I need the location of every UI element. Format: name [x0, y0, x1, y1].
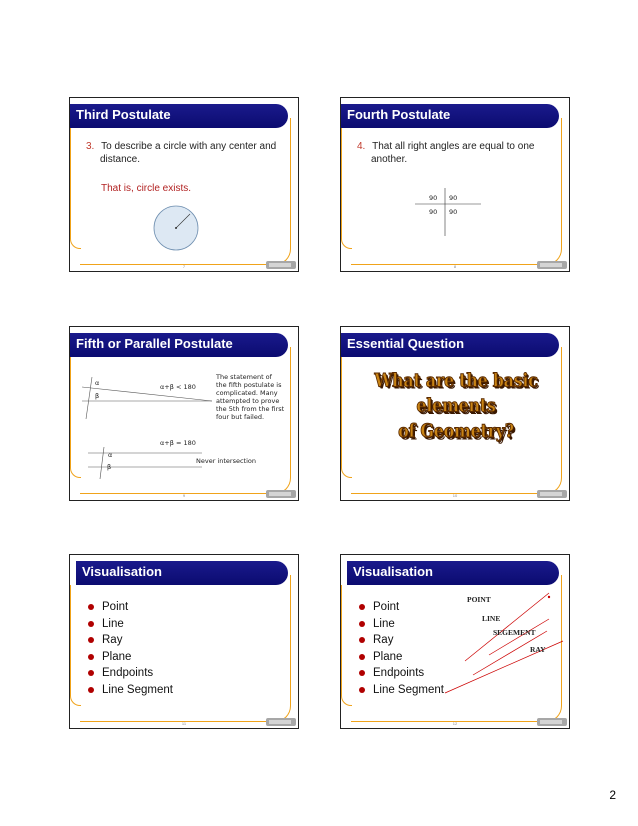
logo-icon [537, 718, 567, 726]
logo-icon [266, 261, 296, 269]
statement-text [216, 373, 296, 421]
postulate-text [86, 140, 296, 166]
logo-icon [266, 718, 296, 726]
slide-title-bar [341, 104, 559, 128]
slide-title-bar [70, 104, 288, 128]
statement-line: complicated. Many [216, 389, 278, 397]
logo-icon [537, 490, 567, 498]
slide-essential-question [340, 326, 570, 501]
segment-label: SEGEMENT [493, 628, 536, 637]
slide-frame-left [341, 585, 352, 706]
angle-label: 90 [449, 194, 458, 202]
slide-visualisation-1 [69, 554, 299, 729]
slide-title: Fourth Postulate [347, 107, 451, 122]
bullet-list [86, 599, 173, 698]
angle-label: 90 [429, 208, 438, 216]
slide-number: 9 [182, 493, 186, 498]
alpha-label: α [108, 451, 113, 459]
bullet-item: Plane [357, 649, 444, 666]
item-text-line-2: another. [371, 154, 408, 165]
item-text-line-1: That all right angles are equal to one [372, 141, 535, 152]
bullet-list [357, 599, 444, 698]
question-line-2: of Geometry? [398, 419, 514, 442]
statement-line: The statement of [216, 373, 272, 381]
slide-number: 12 [452, 721, 458, 726]
bullet-item: Endpoints [86, 665, 173, 682]
bullet-item: Ray [86, 632, 173, 649]
slide-frame-left [70, 128, 81, 249]
statement-line: attempted to prove [216, 397, 280, 405]
slide-title: Visualisation [82, 564, 162, 579]
bullet-item: Point [86, 599, 173, 616]
item-number: 4. [357, 141, 366, 152]
line-label: LINE [482, 614, 501, 623]
slide-title-bar [347, 561, 559, 585]
geometry-elements-diagram [437, 589, 565, 695]
statement-line: four but failed. [216, 413, 265, 421]
slide-visualisation-2 [340, 554, 570, 729]
question-line-1: What are the basic elements [374, 369, 538, 417]
bullet-item: Line Segment [357, 682, 444, 699]
bullet-item: Plane [86, 649, 173, 666]
page-number: 2 [609, 788, 616, 802]
logo-icon [266, 490, 296, 498]
beta-label: β [107, 463, 112, 471]
bullet-item: Endpoints [357, 665, 444, 682]
item-text-line-1: To describe a circle with any center and [101, 141, 277, 152]
slide-fifth-postulate [69, 326, 299, 501]
slide-frame-left [341, 128, 352, 249]
circle-exists-note: That is, circle exists. [101, 183, 192, 194]
slide-title: Third Postulate [76, 107, 171, 122]
bullet-item: Point [357, 599, 444, 616]
slide-title: Visualisation [353, 564, 433, 579]
bullet-item: Ray [357, 632, 444, 649]
alpha-label: α [95, 379, 100, 387]
statement-line: the fifth postulate is [216, 381, 282, 389]
slide-title: Fifth or Parallel Postulate [76, 336, 233, 351]
item-number: 3. [86, 141, 95, 152]
bullet-item: Line [86, 616, 173, 633]
sum-less-label: α+β < 180 [160, 383, 196, 391]
slide-number: 7 [182, 264, 186, 269]
slide-number: 11 [181, 721, 187, 726]
circle-diagram [152, 204, 202, 254]
parallel-lines-diagram [82, 375, 222, 485]
slide-title-bar [76, 561, 288, 585]
item-text-line-2: distance. [100, 154, 141, 165]
slide-third-postulate [69, 97, 299, 272]
bullet-item: Line [357, 616, 444, 633]
angle-label: 90 [449, 208, 458, 216]
sum-equal-label: α+β = 180 [160, 439, 196, 447]
angle-label: 90 [429, 194, 438, 202]
slide-number: 10 [452, 493, 458, 498]
logo-icon [537, 261, 567, 269]
postulate-text [357, 140, 567, 166]
slide-fourth-postulate [340, 97, 570, 272]
slide-title-bar [70, 333, 288, 357]
slide-frame-left [70, 357, 81, 478]
point-label: POINT [467, 595, 491, 604]
statement-line: the 5th from the first [216, 405, 285, 413]
slide-number: 8 [453, 264, 457, 269]
beta-label: β [95, 392, 100, 400]
bullet-item: Line Segment [86, 682, 173, 699]
slide-title-bar [341, 333, 559, 357]
slide-title: Essential Question [347, 336, 465, 351]
essential-question-text [351, 368, 561, 444]
never-intersection-label: Never intersection [196, 457, 257, 465]
ray-label: RAY [530, 645, 546, 654]
slide-frame-left [70, 585, 81, 706]
